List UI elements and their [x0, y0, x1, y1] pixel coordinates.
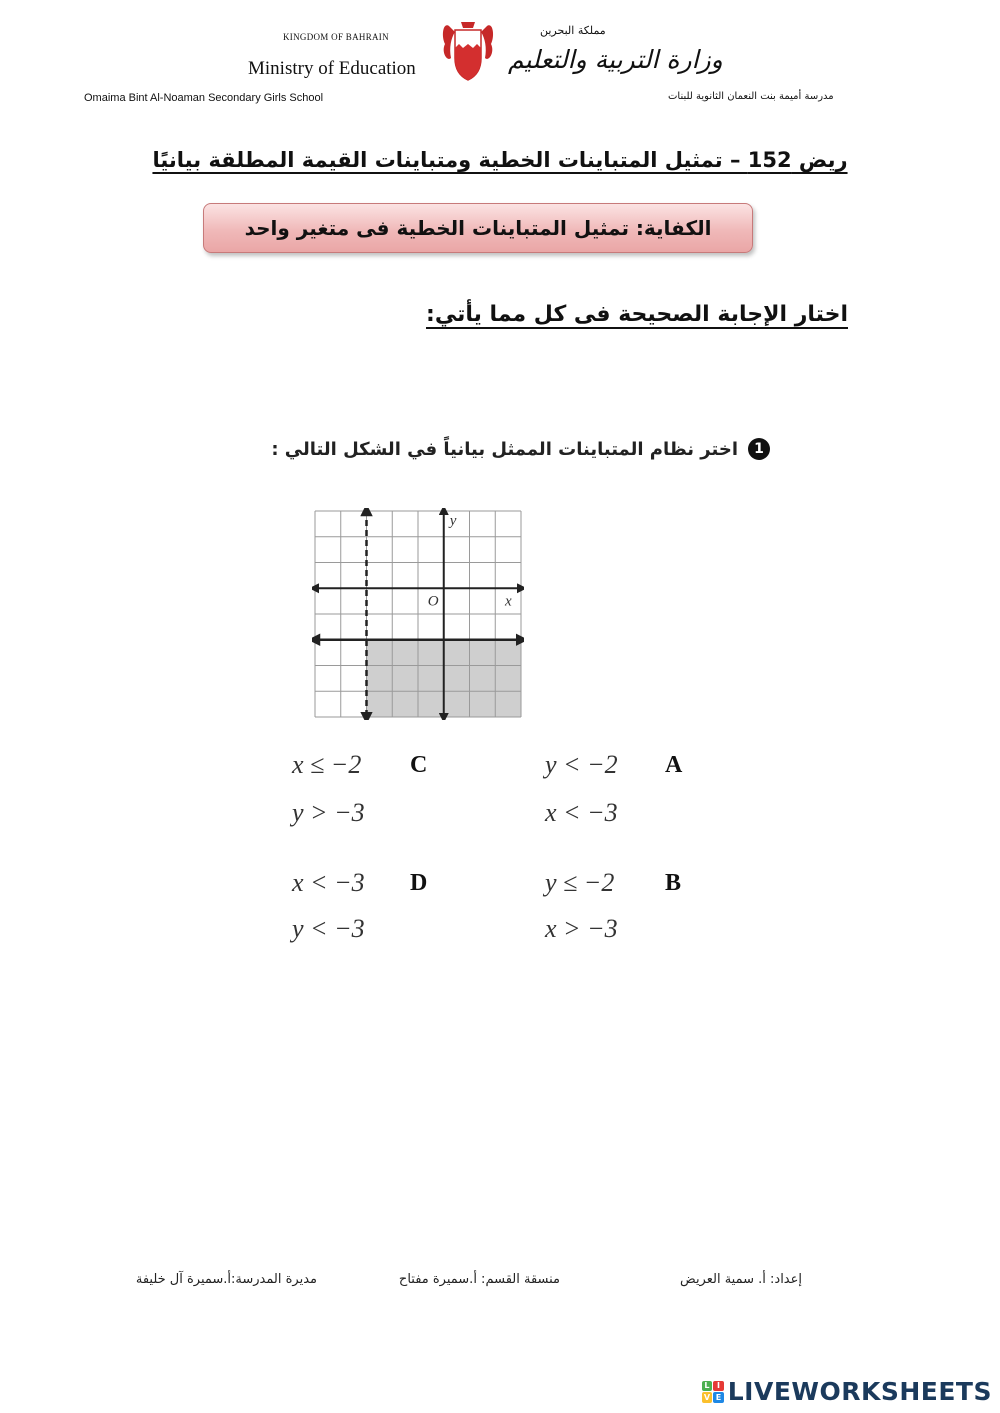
option-a-letter: A: [665, 752, 683, 778]
logo-cell-l: L: [702, 1381, 713, 1392]
option-c-letter: C: [410, 752, 428, 778]
school-name-ar: مدرسة أميمة بنت النعمان الثانوية للبنات: [668, 91, 834, 102]
ministry-label-ar: وزارة التربية والتعليم: [508, 45, 723, 74]
option-c-line2: y > −3: [292, 798, 365, 827]
page-title: [100, 148, 900, 172]
option-c-line1: x ≤ −2: [292, 750, 362, 779]
option-a-line1: y < −2: [545, 750, 618, 779]
liveworksheets-brand: [702, 1377, 992, 1406]
option-a-line2: x < −3: [545, 798, 618, 827]
option-b-line2: x > −3: [545, 914, 618, 943]
instruction-heading: اختار الإجابة الصحيحة فى كل مما يأتي:: [426, 302, 848, 327]
logo-cell-e: E: [713, 1392, 724, 1403]
coordinate-graph: [312, 508, 524, 720]
department-coordinator: منسقة القسم: أ.سميرة مفتاح: [398, 1272, 560, 1287]
question-text: اختر نظام المتباينات الممثل بيانياً في الشكل التالي :: [271, 438, 738, 460]
school-principal: مديرة المدرسة:أ.سميرة آل خليفة: [135, 1272, 317, 1287]
liveworksheets-logo-icon: [702, 1381, 724, 1403]
logo-cell-i: I: [713, 1381, 724, 1392]
logo-cell-v: V: [702, 1392, 713, 1403]
question-number: 1: [748, 438, 770, 460]
bahrain-emblem-icon: [441, 18, 495, 86]
question-1: [271, 438, 770, 460]
school-name-en: Omaima Bint Al-Noaman Secondary Girls School: [84, 92, 324, 104]
option-d-letter: D: [410, 870, 428, 896]
kingdom-label-en: KINGDOM OF BAHRAIN: [283, 32, 389, 42]
prepared-by: إعداد: أ. سمية العريض: [680, 1272, 802, 1287]
x-axis-label: x: [505, 593, 512, 610]
competency-banner: الكفاية: تمثيل المتباينات الخطية فى متغير واحد: [203, 203, 753, 253]
option-d-line1: x < −3: [292, 868, 365, 897]
page-title-text: ريض 152 – تمثيل المتباينات الخطية ومتباينات القيمة المطلقة بيانيًا: [152, 148, 848, 172]
option-d-line2: y < −3: [292, 914, 365, 943]
y-axis-label: y: [449, 513, 457, 529]
liveworksheets-text: LIVEWORKSHEETS: [727, 1377, 992, 1406]
kingdom-label-ar: مملكة البحرين: [540, 24, 606, 37]
option-b-line1: y ≤ −2: [545, 868, 615, 897]
option-b-letter: B: [665, 870, 682, 896]
origin-label: O: [427, 593, 439, 610]
ministry-label-en: Ministry of Education: [248, 58, 416, 79]
